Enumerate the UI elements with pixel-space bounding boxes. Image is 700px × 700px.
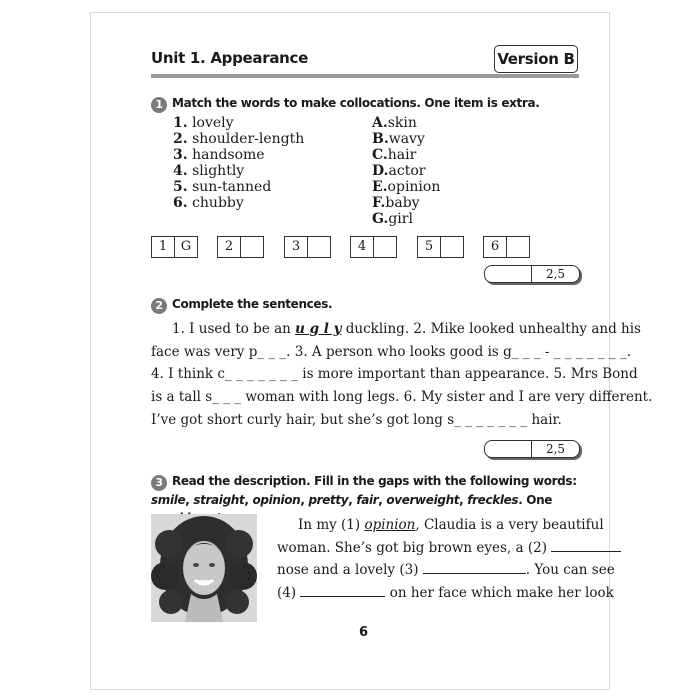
list-item: D.actor — [372, 163, 426, 179]
version-badge: Version B — [494, 45, 578, 73]
sentence-line: I’ve got short curly hair, but she’s got long s_ _ _ _ _ _ _ hair. — [151, 411, 562, 428]
gap-3[interactable] — [423, 559, 526, 574]
list-item: 2. shoulder-length — [173, 131, 305, 147]
task3-number: 3 — [151, 475, 167, 491]
list-item: C.hair — [372, 147, 417, 163]
list-item: G.girl — [372, 211, 413, 227]
task2-number: 2 — [151, 298, 167, 314]
header-rule — [151, 74, 579, 78]
list-item: 5. sun-tanned — [173, 179, 272, 195]
task2-heading — [151, 295, 332, 314]
answer-input-cell[interactable]: G — [174, 236, 198, 258]
task1-score: 2,5 — [545, 267, 566, 281]
task1-answer-row — [151, 236, 581, 258]
text-line: In my (1) opinion, Claudia is a very beautiful — [298, 517, 604, 533]
task1-heading — [151, 94, 539, 113]
task1-right-list — [372, 115, 440, 227]
text-line: nose and a lovely (3) . You can see — [277, 559, 582, 582]
task3-heading: 3 Read the description. Fill in the gaps with the following words: smile, straight, opinion, pretty, fair, overweight, freckles. One — [151, 474, 577, 507]
unit-title: Unit 1. Appearance — [151, 49, 308, 67]
answer-input-cell[interactable] — [440, 236, 464, 258]
example-answer: u g l y — [295, 321, 342, 337]
gap-4[interactable] — [300, 582, 385, 597]
answer-input-cell[interactable] — [373, 236, 397, 258]
list-item: 3. handsome — [173, 147, 265, 163]
answer-number-cell: 5 — [417, 236, 441, 258]
portrait-photo — [151, 514, 257, 622]
text-line: (4) on her face which make her look — [277, 582, 582, 605]
sentence-line: 4. I think c_ _ _ _ _ _ _ is more important than appearance. 5. Mrs Bond — [151, 366, 638, 383]
sentence-line: is a tall s_ _ _ woman with long legs. 6. My sister and I are very different. — [151, 389, 653, 406]
portrait-image — [151, 514, 257, 622]
answer-input-cell[interactable] — [506, 236, 530, 258]
page-number: 6 — [359, 625, 369, 640]
task2-score-box — [484, 440, 580, 458]
answer-input-cell[interactable] — [240, 236, 264, 258]
list-item: 1. lovely — [173, 115, 234, 131]
task1-left-list — [173, 115, 304, 211]
answer-number-cell: 2 — [217, 236, 241, 258]
task1-number: 1 — [151, 97, 167, 113]
task2-score: 2,5 — [545, 442, 566, 456]
list-item: E.opinion — [372, 179, 441, 195]
sentence-line: face was very p_ _ _. 3. A person who looks good is g_ _ _ - _ _ _ _ _ _ _. — [151, 343, 632, 360]
task2-sentences — [151, 318, 653, 432]
list-item: A.skin — [372, 115, 417, 131]
answer-number-cell: 6 — [483, 236, 507, 258]
list-item: B.wavy — [372, 131, 425, 147]
task3-text — [277, 514, 615, 605]
answer-number-cell: 4 — [350, 236, 374, 258]
list-item: F.baby — [372, 195, 420, 211]
answer-input-cell[interactable] — [307, 236, 331, 258]
task1-heading-text: Match the words to make collocations. One item is extra. — [172, 96, 540, 110]
example-answer: opinion — [364, 517, 416, 533]
answer-number-cell: 3 — [284, 236, 308, 258]
answer-number-cell: 1 — [151, 236, 175, 258]
text-line: woman. She’s got big brown eyes, a (2) — [277, 537, 582, 560]
task1-score-box — [484, 265, 580, 283]
list-item: 4. slightly — [173, 163, 245, 179]
list-item: 6. chubby — [173, 195, 244, 211]
sentence-line: 1. I used to be an u g l y duckling. 2. Mike looked unhealthy and his — [172, 321, 641, 337]
task2-heading-text: Complete the sentences. — [172, 297, 333, 311]
gap-2[interactable] — [551, 537, 621, 552]
